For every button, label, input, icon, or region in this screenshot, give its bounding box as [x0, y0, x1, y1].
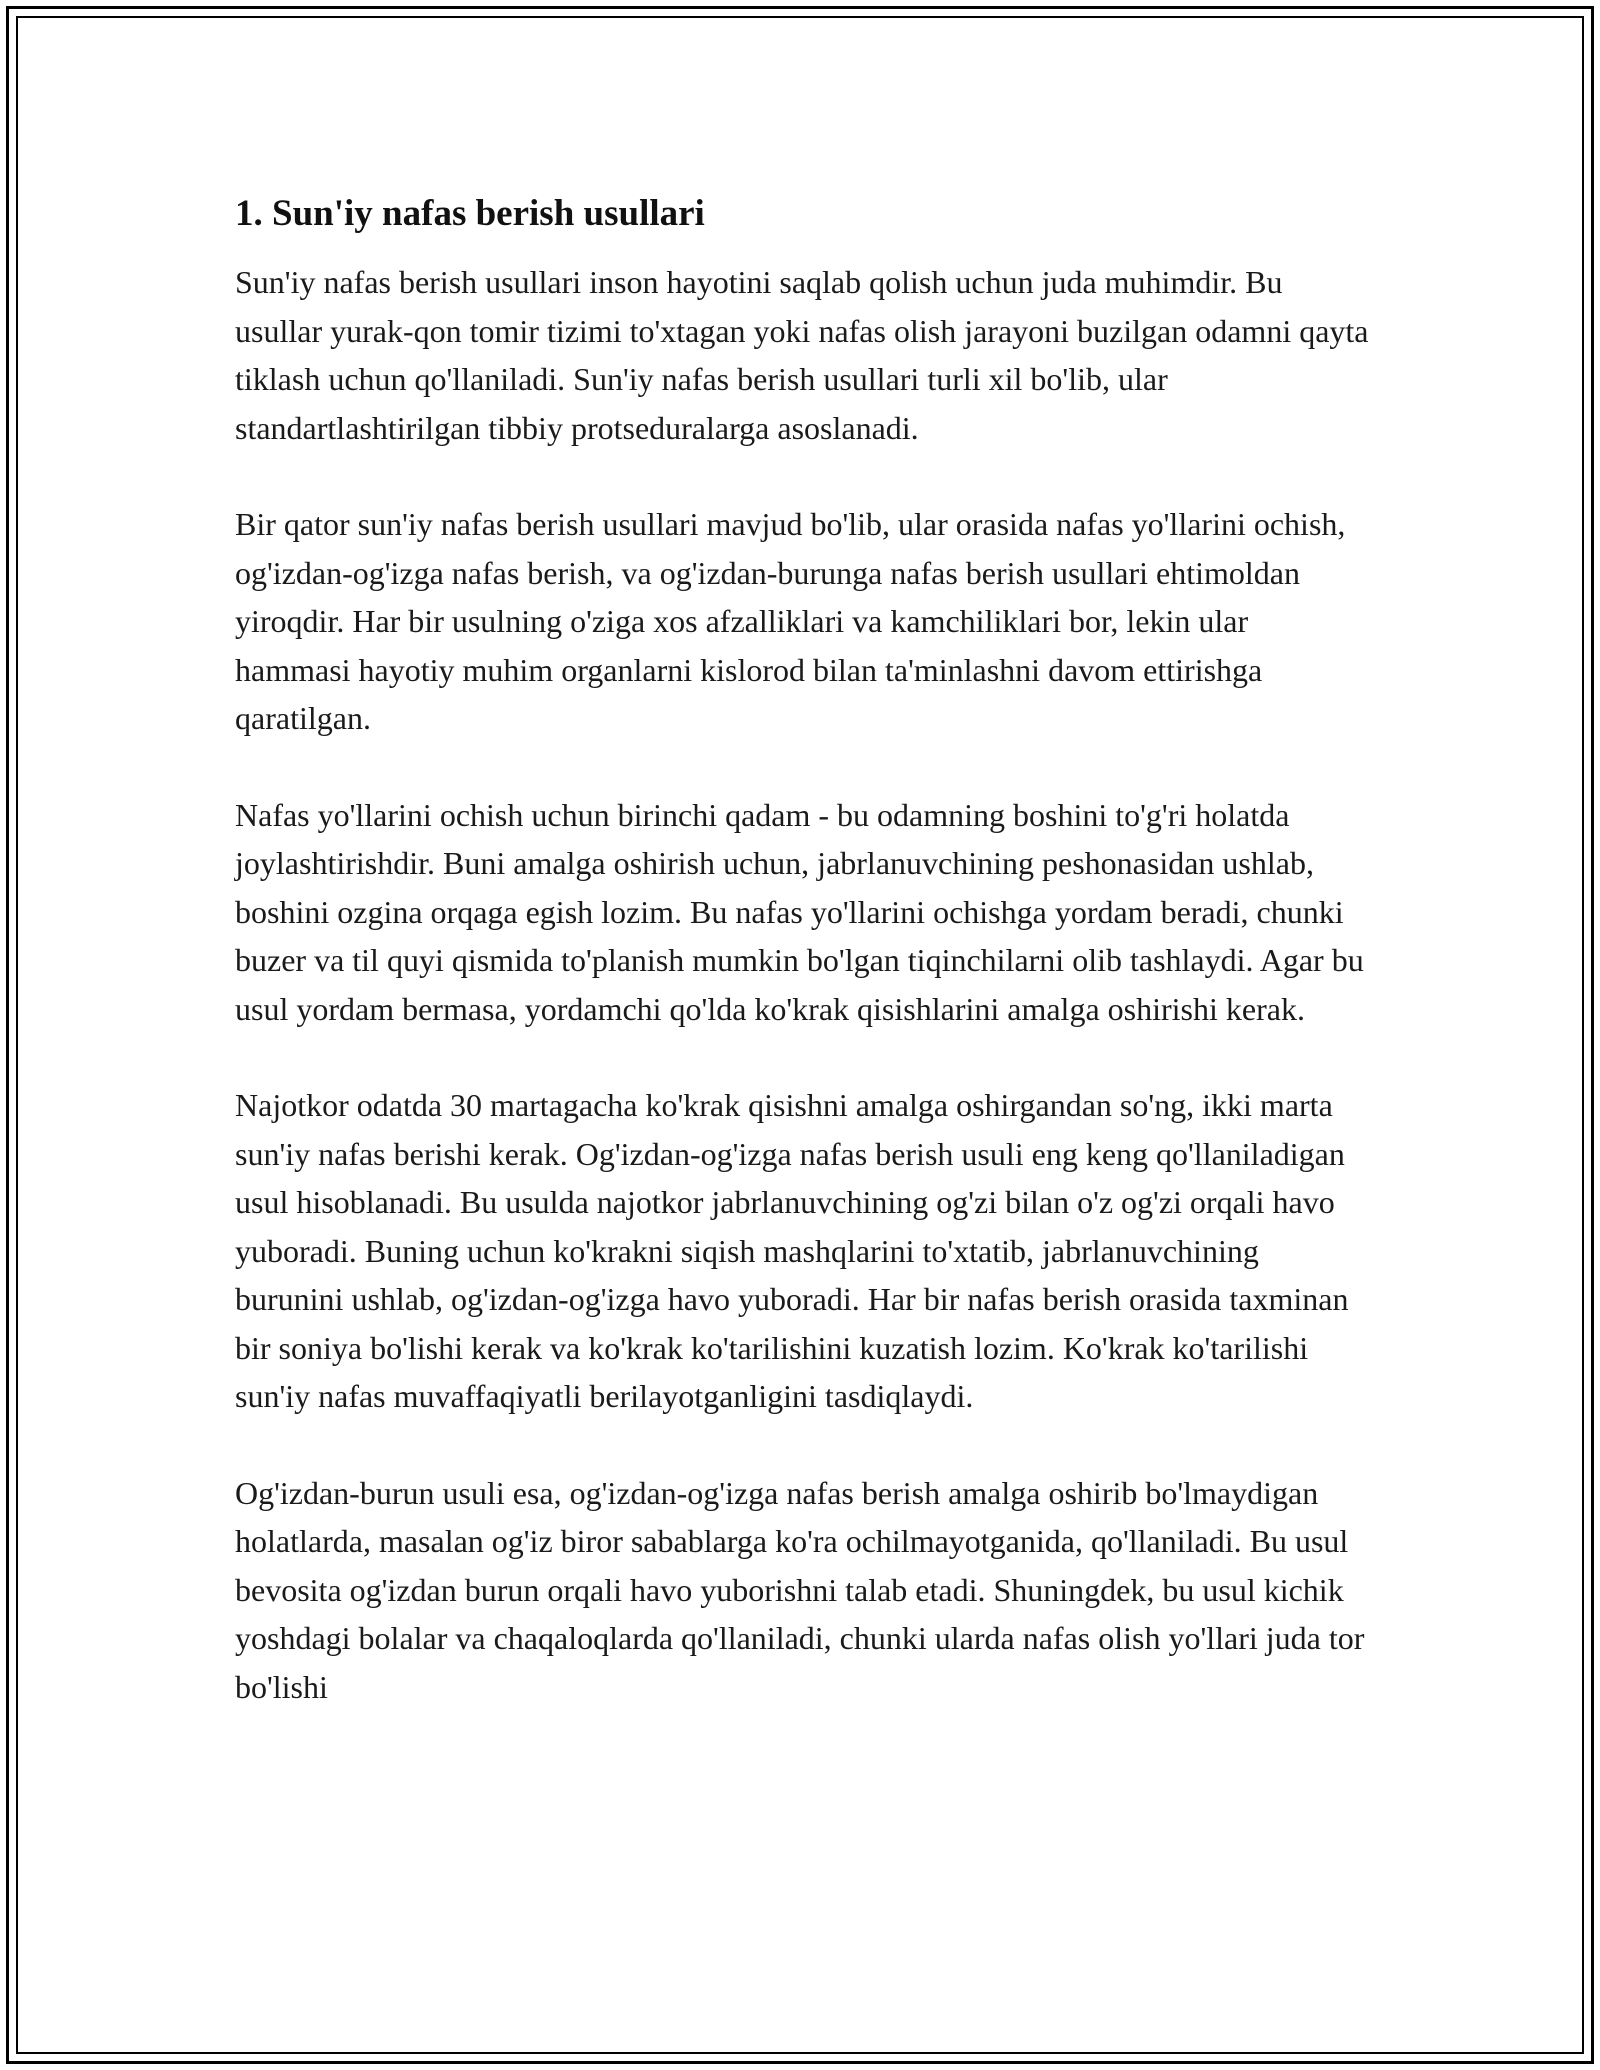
paragraph-5: Og'izdan-burun usuli esa, og'izdan-og'izga nafas berish amalga oshirib bo'lmaydigan holatlarda, masalan og'iz biror sabablarga ko'ra ochilmayotganida, qo'llaniladi. Bu usul bevosita og'izdan burun orqali havo yuborishni talab etadi. Shuningdek, bu usul kichik yoshdagi bolalar va chaqaloqlarda qo'llaniladi, chunki ularda nafas olish yo'llari juda tor bo'lishi: [235, 1474, 1365, 1705]
section-heading: 1. Sun'iy nafas berish usullari: [235, 193, 705, 234]
paragraph-4: Najotkor odatda 30 martagacha ko'krak qisishni amalga oshirgandan so'ng, ikki marta sun'iy nafas berishi kerak. Og'izdan-og'izga nafas berish usuli eng keng qo'llaniladigan usul hisoblanadi. Bu usulda najotkor jabrlanuvchining og'zi bilan o'z og'zi orqali havo yuboradi. Buning uchun ko'krakni siqish mashqlarini to'xtatib, jabrlanuvchining burunini ushlab, og'izdan-og'izga havo yuboradi. Har bir nafas berish orasida taxminan bir soniya bo'lishi kerak va ko'krak ko'tarilishini kuzatish lozim. Ko'krak ko'tarilishi sun'iy nafas muvaffaqiyatli berilayotganligini tasdiqlaydi.: [235, 1087, 1349, 1414]
paragraph-1: Sun'iy nafas berish usullari inson hayotini saqlab qolish uchun juda muhimdir. Bu usullar yurak-qon tomir tizimi to'xtagan yoki nafas olish jarayoni buzilgan odamni qayta tiklash uchun qo'llaniladi. Sun'iy nafas berish usullari turli xil bo'lib, ular standartlashtirilgan tibbiy protseduralarga asoslanadi.: [235, 264, 1369, 446]
paragraph-3: Nafas yo'llarini ochish uchun birinchi qadam - bu odamning boshini to'g'ri holatda joylashtirishdir. Buni amalga oshirish uchun, jabrlanuvchining peshonasidan ushlab, boshini ozgina orqaga egish lozim. Bu nafas yo'llarini ochishga yordam beradi, chunki buzer va til quyi qismida to'planish mumkin bo'lgan tiqinchilarni olib tashlaydi. Agar bu usul yordam bermasa, yordamchi qo'lda ko'krak qisishlarini amalga oshirishi kerak.: [235, 796, 1364, 1027]
document-body: [235, 190, 1370, 1759]
paragraph-2: Bir qator sun'iy nafas berish usullari mavjud bo'lib, ular orasida nafas yo'llarini ochish, og'izdan-og'izga nafas berish, va og'izdan-burunga nafas berish usullari ehtimoldan yiroqdir. Har bir usulning o'ziga xos afzalliklari va kamchiliklari bor, lekin ular hammasi hayotiy muhim organlarni kislorod bilan ta'minlashni davom ettirishga qaratilgan.: [235, 506, 1346, 736]
